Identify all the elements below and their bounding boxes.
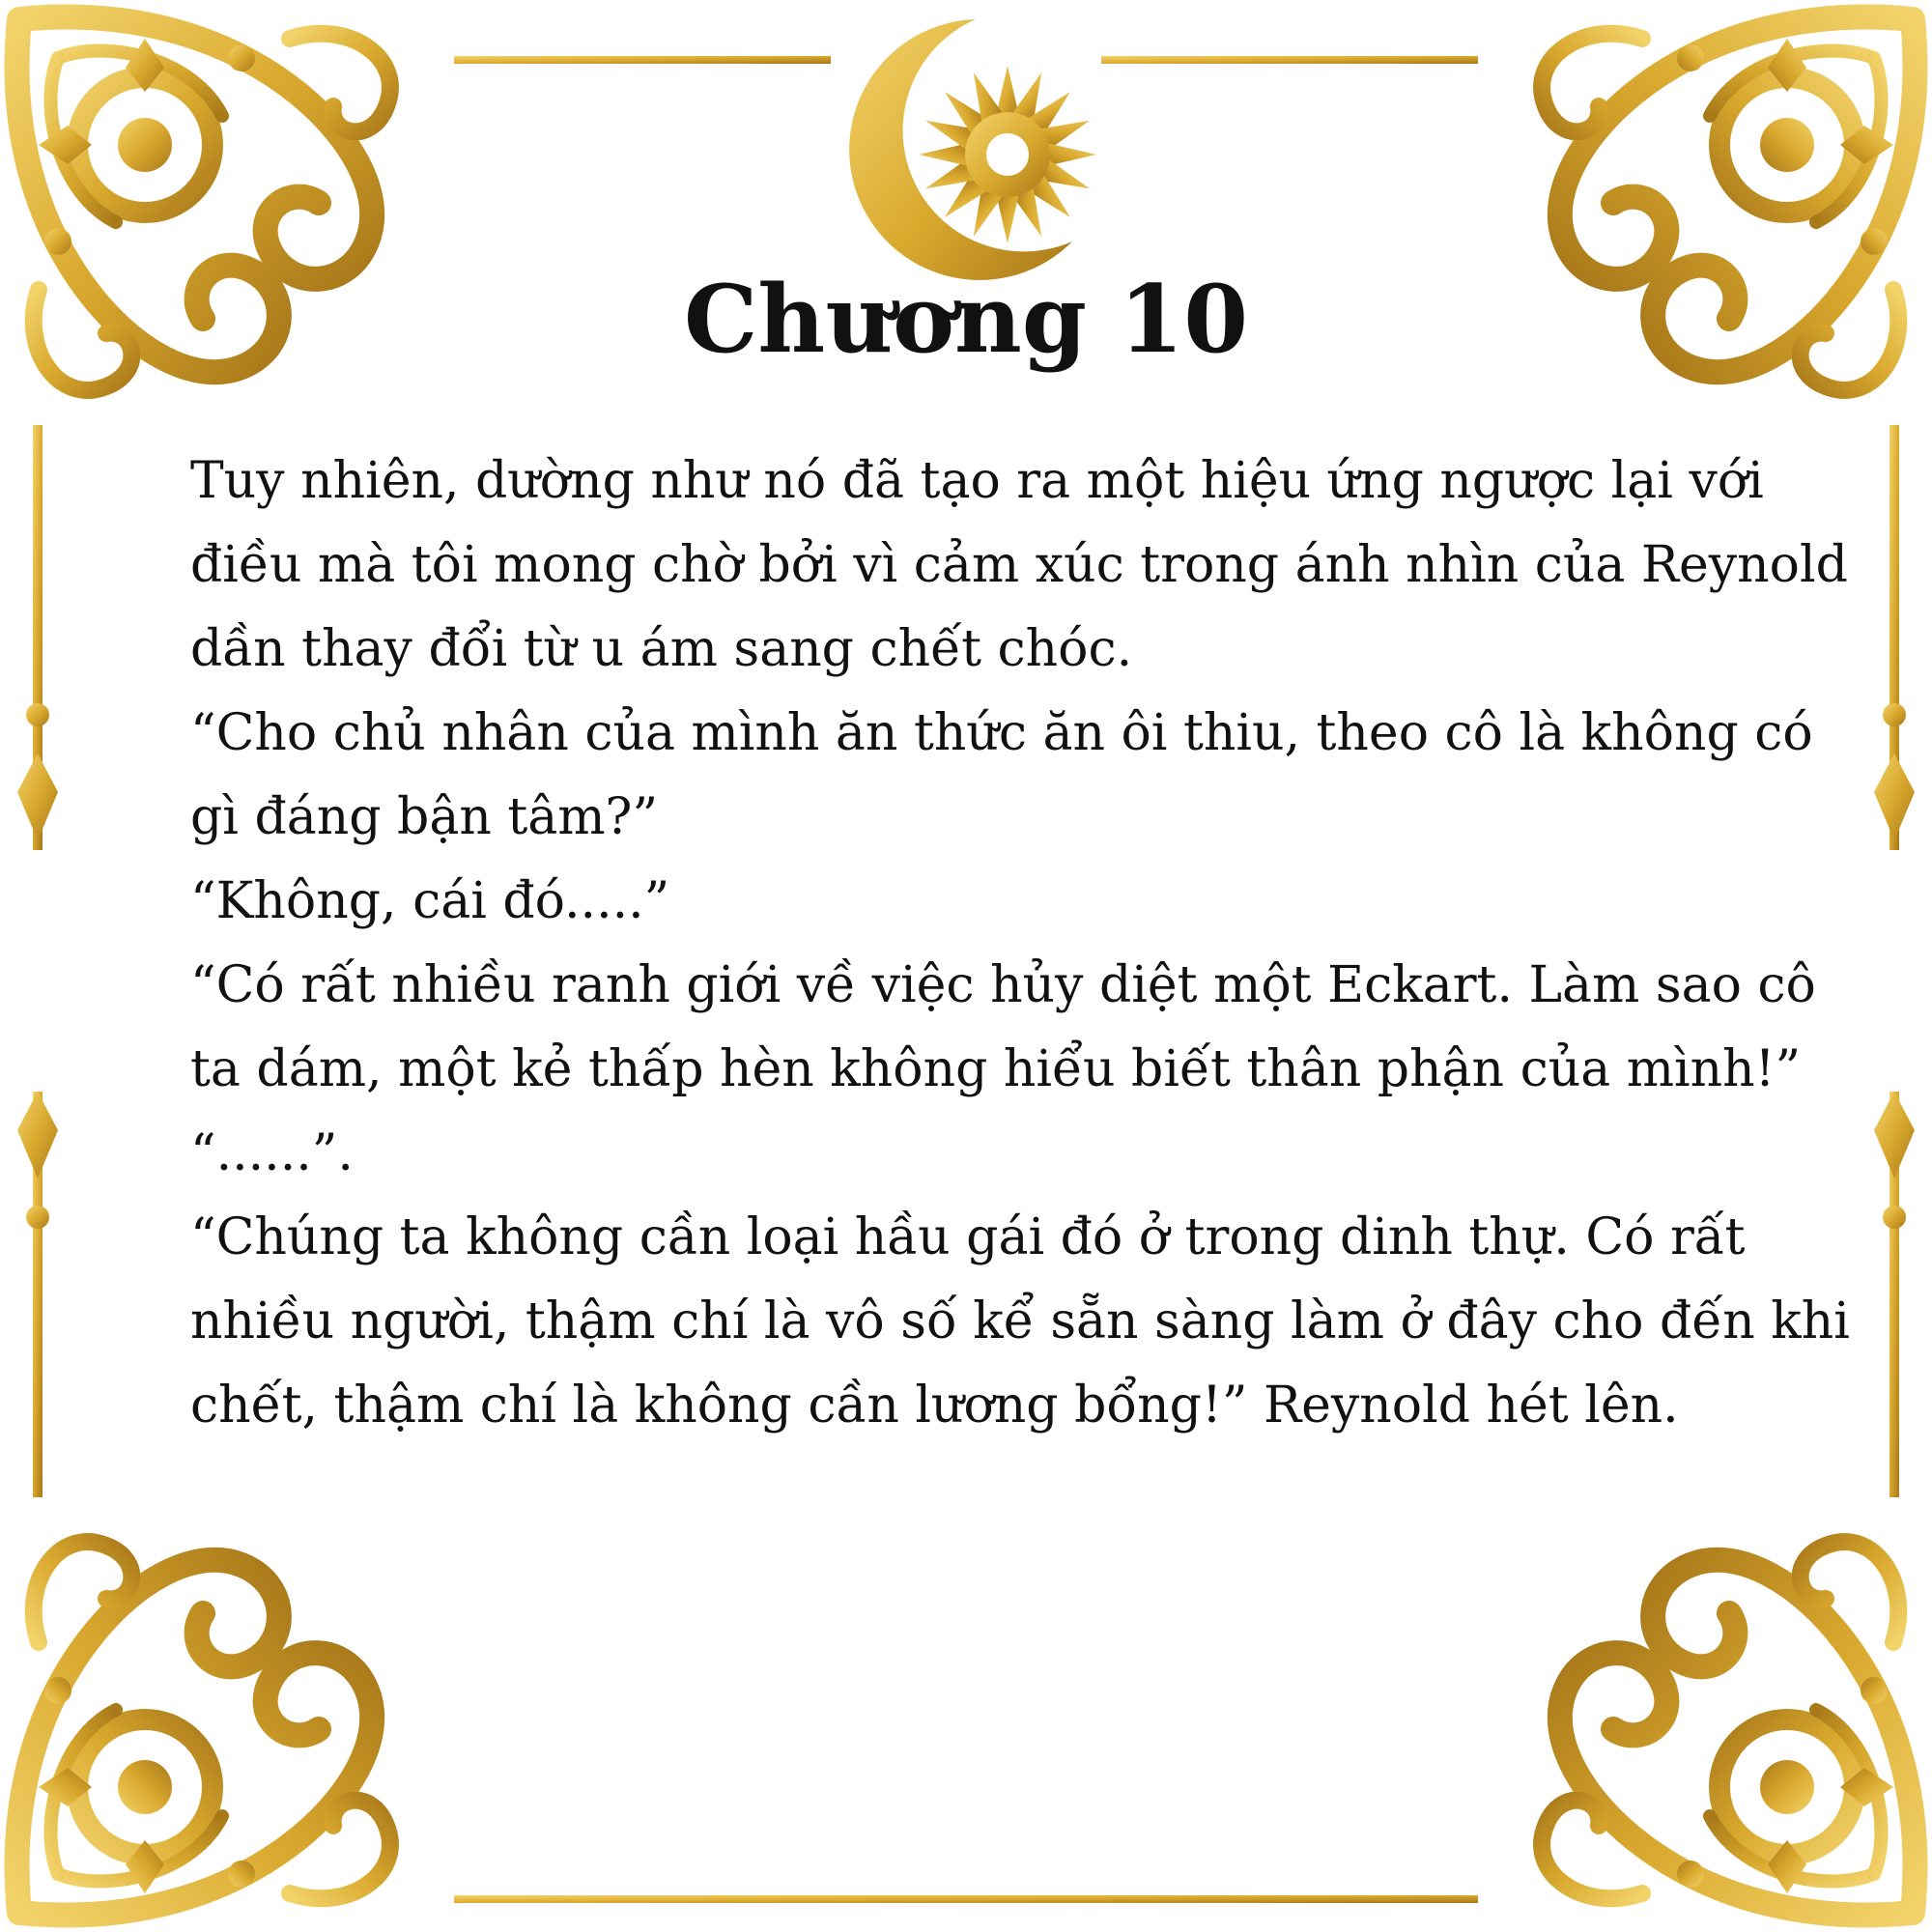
crescent-moon-sun-icon: [831, 10, 1121, 290]
paragraph: “Có rất nhiều ranh giới về việc hủy diệt một Eckart. Làm sao cô ta dám, một kẻ thấp hèn không hiểu biết thân phận của mình!”: [190, 956, 1816, 1098]
paragraph: “Không, cái đó.....”: [190, 872, 670, 930]
paragraph: Tuy nhiên, dường như nó đã tạo ra một hiệu ứng ngược lại với điều mà tôi mong chờ bởi vì cảm xúc trong ánh nhìn của Reynold dần thay đổi từ u ám sang chết chóc.: [190, 452, 1848, 678]
chapter-body: [190, 440, 1871, 1448]
chapter-title: Chương 10: [684, 265, 1248, 374]
paragraph: “Cho chủ nhân của mình ăn thức ăn ôi thiu, theo cô là không có gì đáng bận tâm?”: [190, 704, 1813, 846]
paragraph: “Chúng ta không cần loại hầu gái đó ở trong dinh thự. Có rất nhiều người, thậm chí là vô số kể sẵn sàng làm ở đây cho đến khi chết, thậm chí là không cần lương bổng!” Reynold hét lên.: [190, 1208, 1850, 1435]
paragraph: “......”.: [190, 1124, 354, 1182]
